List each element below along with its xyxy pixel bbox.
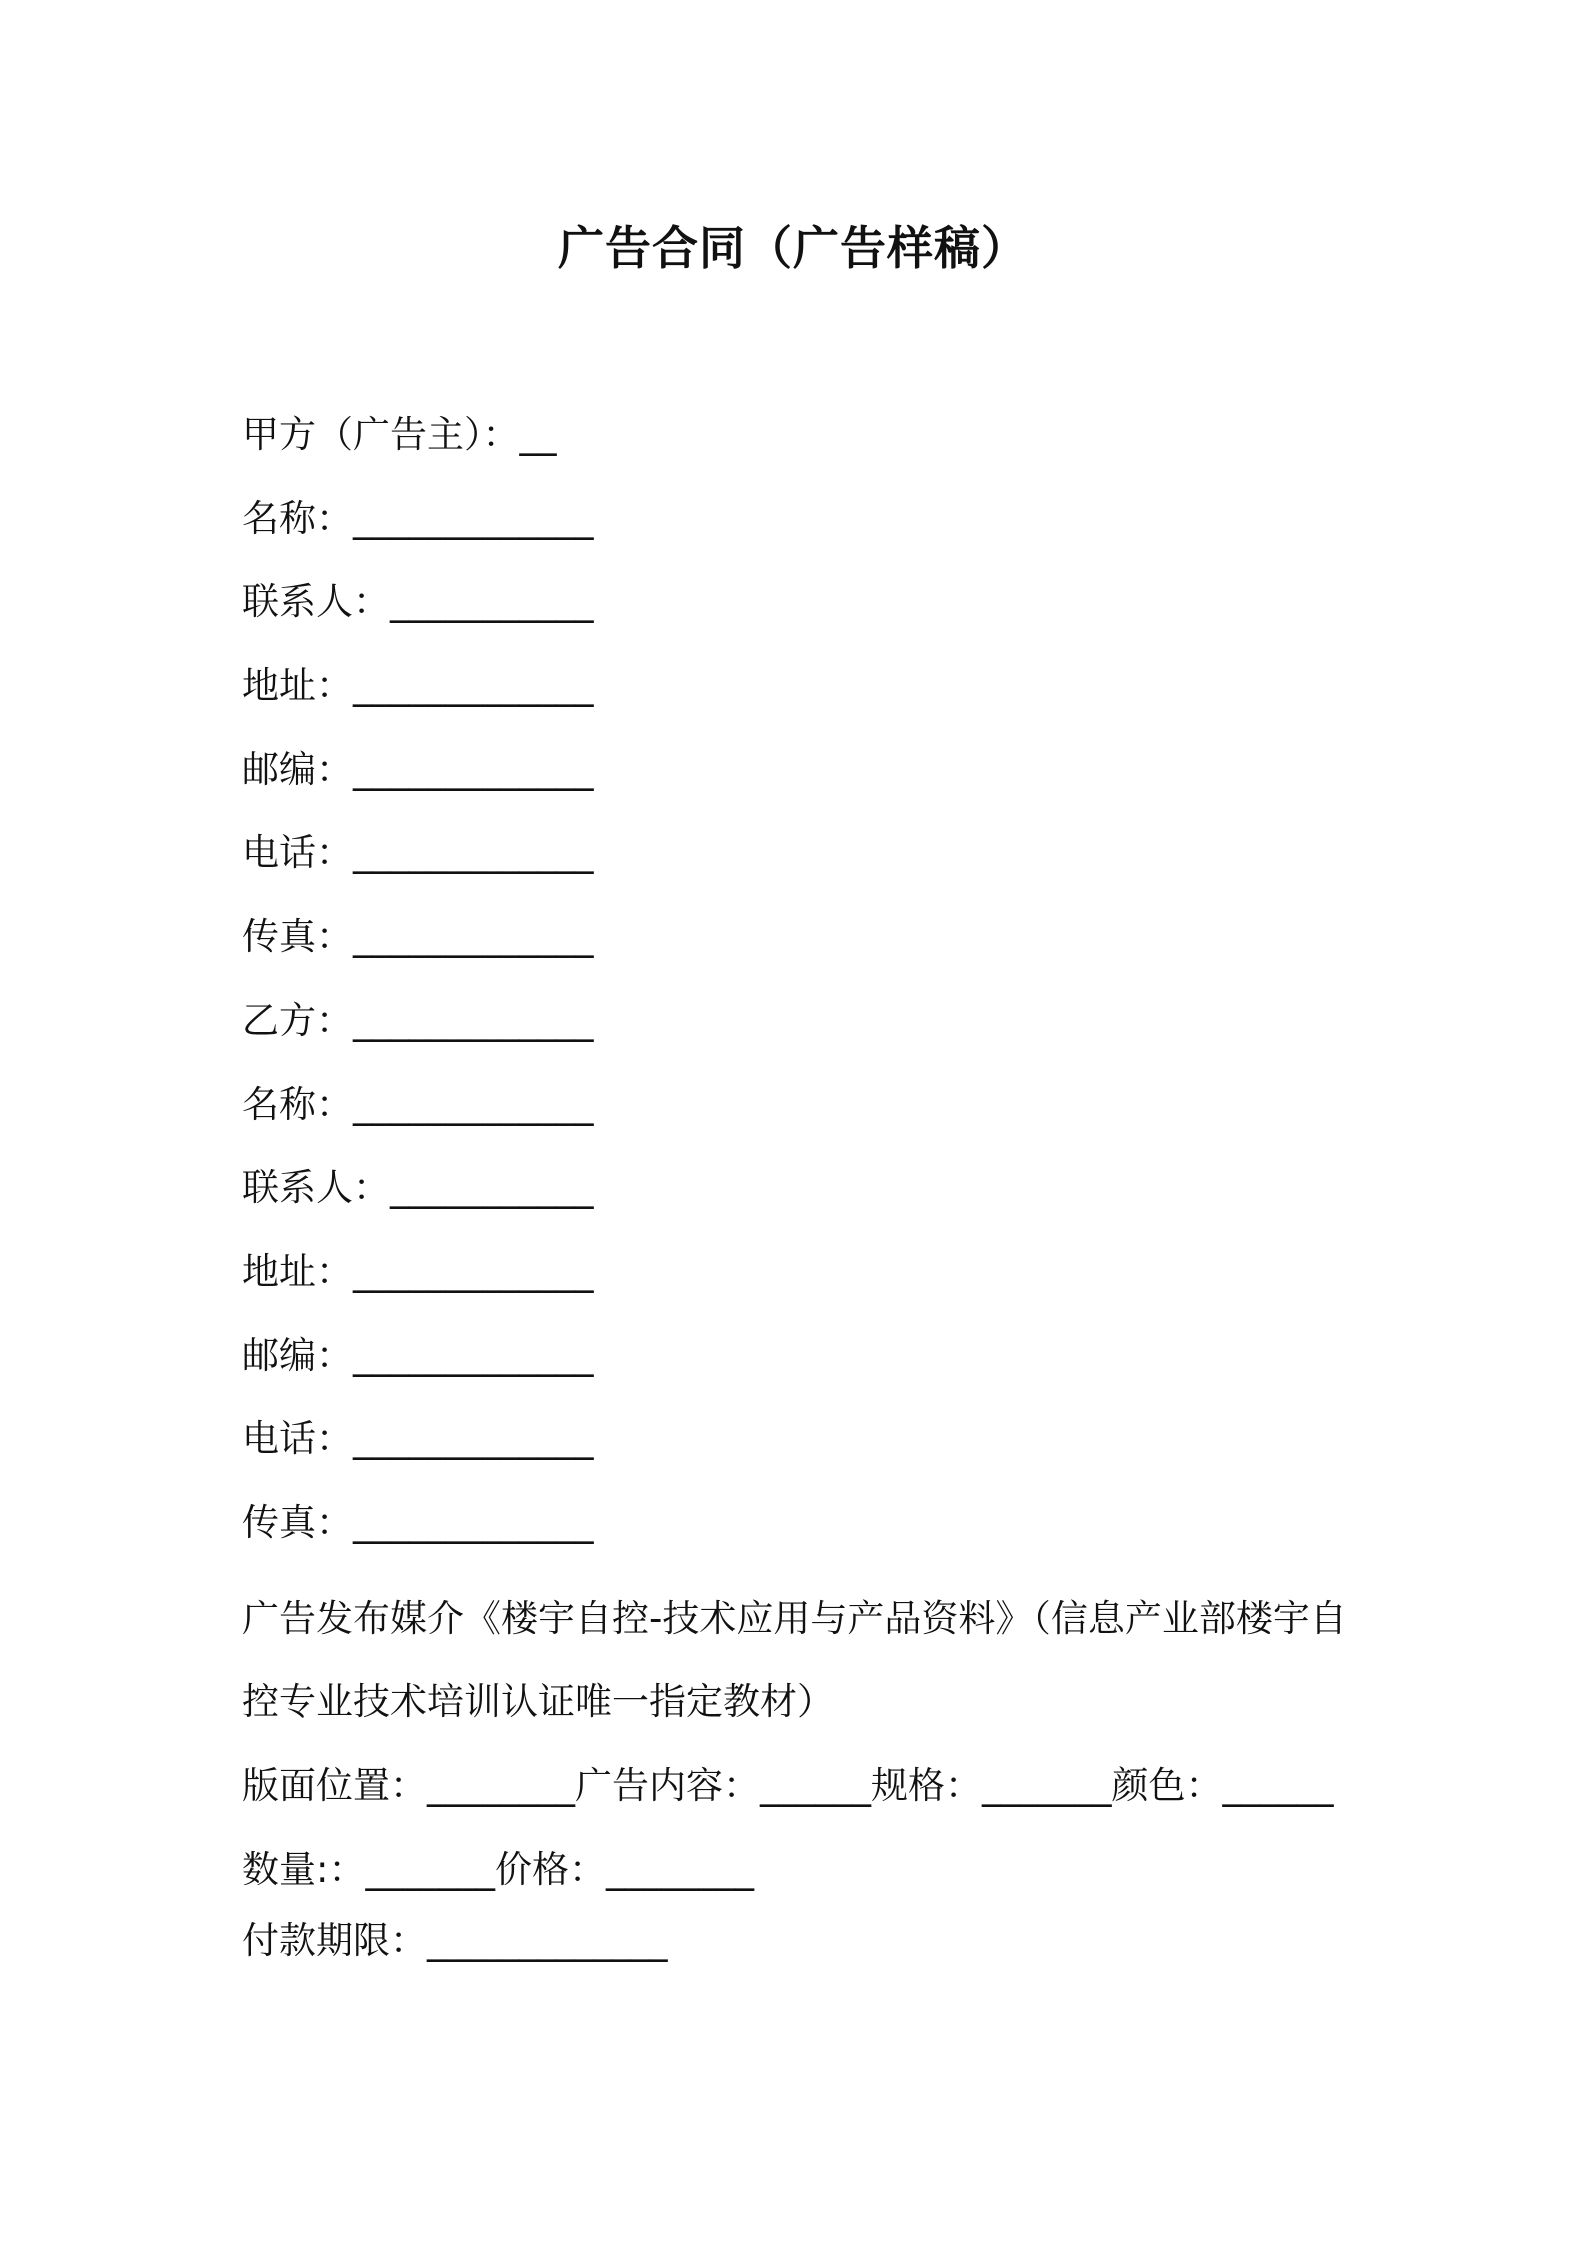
- party-b-name-field: 名称：_____________: [242, 1082, 594, 1126]
- party-b-address-field: 地址：_____________: [242, 1249, 594, 1293]
- party-a-label: 甲方（广告主）：__: [242, 413, 557, 456]
- party-b-contact-field: 联系人：___________: [242, 1166, 594, 1210]
- media-paragraph: 广告发布媒介《楼宇自控-技术应用与产品资料》（信息产业部楼宇自控专业技术培训认证唯一指定教材）: [242, 1596, 1347, 1724]
- contract-body: [242, 405, 1362, 1995]
- spec-paragraph: 版面位置：________广告内容：______规格：_______颜色：______数量:：_______价格：________: [242, 1764, 1334, 1891]
- party-b-phone-field: 电话：_____________: [242, 1417, 594, 1461]
- party-a-contact-field: 联系人：___________: [242, 580, 594, 624]
- party-a-postcode-field: 邮编：_____________: [242, 747, 594, 791]
- party-b-label: 乙方：_____________: [242, 998, 594, 1042]
- party-a-fax-field: 传真：_____________: [242, 915, 594, 959]
- party-a-address-field: 地址：_____________: [242, 664, 594, 708]
- payment-term-field: 付款期限：_____________: [242, 1919, 668, 1963]
- party-a-phone-field: 电话：_____________: [242, 831, 594, 875]
- party-b-fax-field: 传真：_____________: [242, 1500, 594, 1544]
- party-b-postcode-field: 邮编：_____________: [242, 1333, 594, 1377]
- party-a-name-field: 名称：_____________: [242, 496, 594, 540]
- document-title: 广告合同（广告样稿）: [558, 221, 1028, 275]
